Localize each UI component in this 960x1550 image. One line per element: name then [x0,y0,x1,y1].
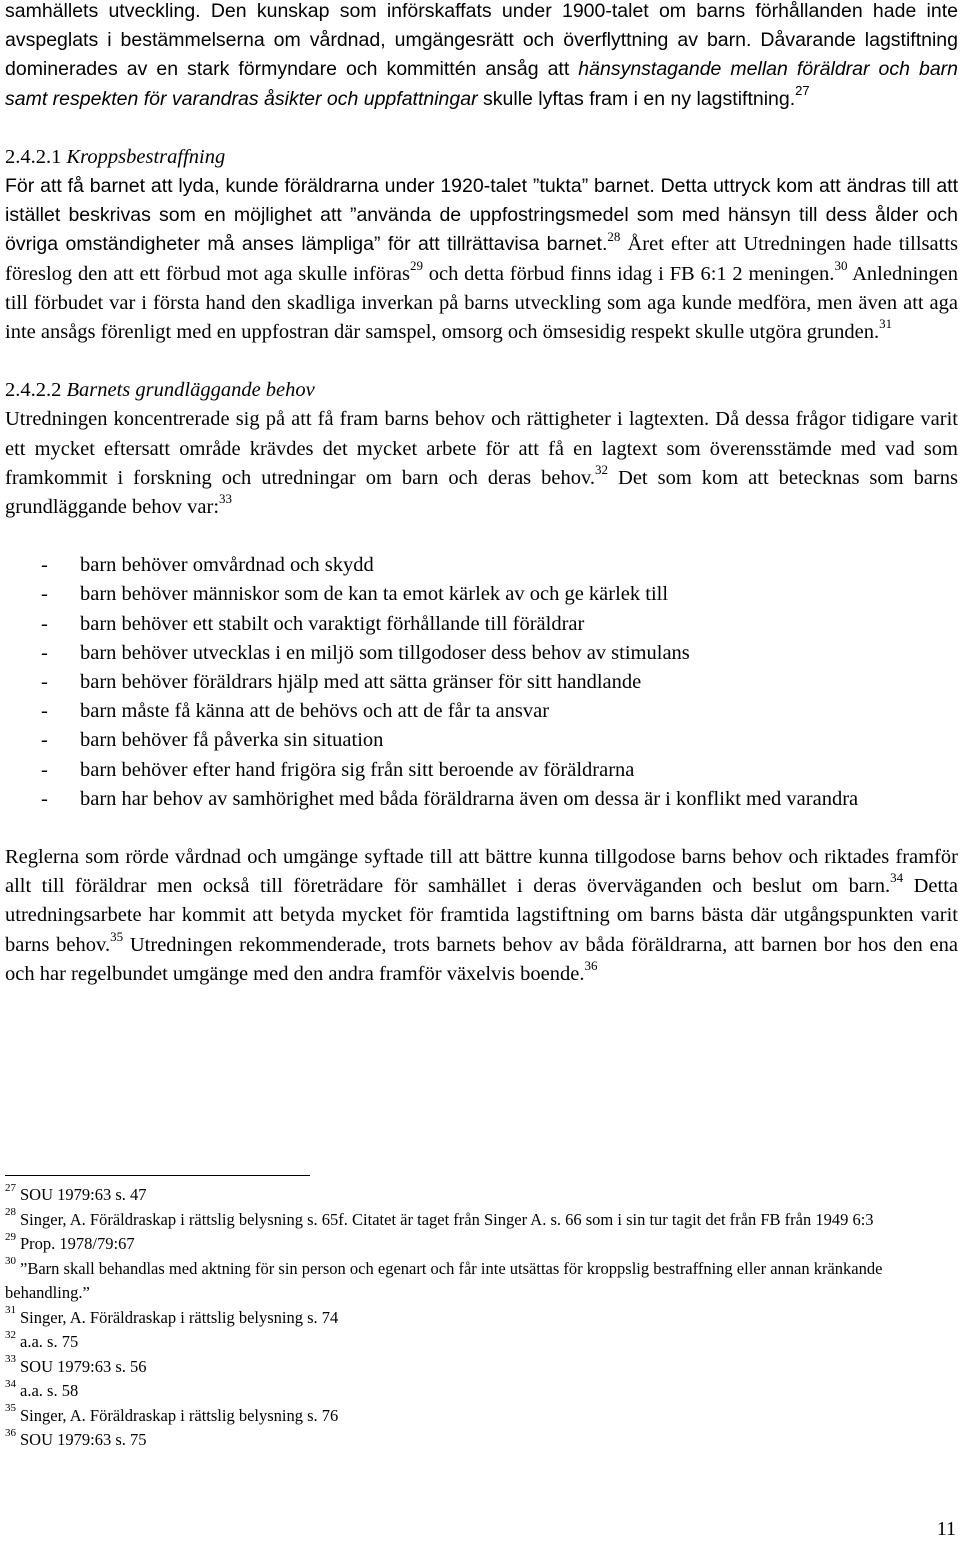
list-item-text: barn behöver efter hand frigöra sig från sitt beroende av föräldrarna [80,758,635,781]
section-heading-kroppsbestraffning [5,143,958,172]
footnote-text: Singer, A. Föräldraskap i rättslig belysning s. 65f. Citatet är taget från Singer A. s. 66 som i sin tur tagit det från FB från 1949 6:3 [20,1209,874,1229]
footnote-number: 27 [5,1181,16,1194]
list-item [5,756,958,785]
paragraph-text: och detta förbud finns idag i FB 6:1 2 meningen. [422,262,835,285]
closing-paragraph [5,843,958,989]
footnote [5,1428,945,1453]
list-item-text: barn måste få känna att de behövs och att de får ta ansvar [80,700,550,723]
footnote-number: 36 [5,1426,16,1439]
footnotes [5,1183,945,1453]
paragraph-text: Utredningen koncentrerade sig på att få fram barns behov och rättigheter i lagtexten. Då dessa frågor tidigare varit ett mycket eftersatt område krävdes det mycket arbete för att få en lagtext som överensstämde med vad som framkommit i forskning och utredningar om barn och deras behov. [5,408,958,489]
list-item [5,580,958,609]
kroppsbestraffning-paragraph [5,172,958,347]
grundlaggande-behov-paragraph [5,405,958,522]
footnote-number: 31 [5,1304,16,1316]
list-dash: - [41,787,48,810]
footnote-text: a.a. s. 58 [20,1381,79,1400]
footnote-number: 33 [5,1353,16,1365]
list-dash: - [41,671,48,694]
footnote-number: 32 [5,1328,16,1341]
list-dash: - [41,641,48,664]
footnote-ref-35: 35 [110,928,124,944]
footnote-number: 29 [5,1230,16,1243]
intro-paragraph [5,0,958,114]
paragraph-text: Detta utredningsarbete har kommit att betyda mycket för framtida lagstiftning om barns bästa där utgångspunkten varit barns behov. [5,875,958,956]
intro-text-a: samhällets utveckling. Den kunskap som införskaffats under 1900-talet om barns förhållanden hade inte avspeglats i bestämmelserna om vårdnad, umgängesrätt och överflyttning av barn. Dåvarande lagstiftning dominerades av en stark förmyndare och kommittén ansåg att [5,0,958,81]
list-item-text: barn behöver utvecklas i en miljö som tillgodoser dess behov av stimulans [80,641,690,664]
footnote [5,1379,945,1404]
page-number: 11 [936,1518,956,1540]
footnote-text: Singer, A. Föräldraskap i rättslig belysning s. 76 [20,1405,339,1425]
list-item-text: barn behöver ett stabilt och varaktigt förhållande till föräldrar [80,612,585,635]
section-number: 2.4.2.2 [5,379,62,402]
footnote-ref-32: 32 [595,462,609,478]
footnote-ref-31: 31 [879,316,893,332]
footnote [5,1183,945,1208]
list-dash: - [41,583,48,606]
footnote-number: 30 [5,1255,16,1267]
footnote-text: SOU 1979:63 s. 75 [20,1430,147,1449]
list-dash: - [41,729,48,752]
document-page [5,0,958,989]
footnote [5,1208,945,1233]
intro-text-b: skulle lyftas fram i en ny lagstiftning. [477,87,796,110]
list-dash: - [41,612,48,635]
footnote-number: 34 [5,1377,16,1390]
list-item [5,726,958,755]
footnote-ref-28: 28 [607,228,621,244]
list-item [5,639,958,668]
section-title: Kroppsbestraffning [66,145,226,168]
footnote-ref-27: 27 [795,83,810,99]
list-item [5,610,958,639]
paragraph-text: Reglerna som rörde vårdnad och umgänge syftade till att bättre kunna tillgodose barns behov och riktades framför allt till föräldrar men också till företrädare för samhället i deras överväganden och beslut om barn. [5,846,958,898]
section-title: Barnets grundläggande behov [66,379,315,402]
footnote [5,1404,945,1429]
paragraph-text: Anledningen till förbudet var i första hand den skadliga inverkan på barns utveckling som aga kunde medföra, men även att aga inte ansågs förenligt med en uppfostran där samspel, omsorg och ömsesidig respekt skulle utgöra grunden. [5,262,958,344]
list-dash: - [41,700,48,723]
footnote-text: SOU 1979:63 s. 56 [20,1356,147,1376]
list-item [5,668,958,697]
list-item-text: barn behöver få påverka sin situation [80,729,384,752]
footnote [5,1355,945,1380]
list-dash: - [41,554,48,577]
section-heading-grundlaggande-behov [5,376,958,405]
paragraph-text: Det som kom att betecknas som barns grundläggande behov var: [5,466,958,519]
footnote-ref-33: 33 [219,491,233,507]
footnote-ref-30: 30 [834,257,848,273]
footnote-text: SOU 1979:63 s. 47 [20,1185,147,1204]
list-item [5,551,958,580]
footnote-ref-29: 29 [409,257,423,273]
paragraph-text: För att få barnet att lyda, kunde föräldrarna under 1920-talet ”tukta” barnet. Detta uttryck kom att ändras till att istället beskrivas som en möjlighet att ”använda de uppfostringsmedel som med hänsyn till dess ålder och övriga omständigheter må anses lämpliga” för att tillrättavisa barnet. [5,175,958,256]
list-item-text: barn har behov av samhörighet med båda föräldrarna även om dessa är i konflikt med varandra [80,787,859,810]
footnote [5,1306,945,1331]
paragraph-text: Året efter att Utredningen hade tillsatts föreslog den att ett förbud mot aga skulle införas [5,233,958,285]
list-item-text: barn behöver föräldrars hjälp med att sätta gränser för sitt handlande [80,671,642,694]
footnote-number: 35 [5,1402,16,1414]
list-dash: - [41,758,48,781]
list-item [5,697,958,726]
list-item-text: barn behöver människor som de kan ta emot kärlek av och ge kärlek till [80,583,669,606]
needs-list [5,551,958,814]
footnote-separator [5,1175,310,1176]
footnote-text: Prop. 1978/79:67 [20,1234,135,1253]
footnote-text: Singer, A. Föräldraskap i rättslig belysning s. 74 [20,1307,339,1327]
paragraph-text: Utredningen rekommenderade, trots barnets behov av båda föräldrarna, att barnen bor hos den ena och har regelbundet umgänge med den andra framför växelvis boende. [5,933,959,985]
list-item [5,785,958,814]
list-item-text: barn behöver omvårdnad och skydd [80,554,374,577]
section-number: 2.4.2.1 [5,145,62,168]
footnote-text: a.a. s. 75 [20,1332,79,1351]
footnote-text: ”Barn skall behandlas med aktning för sin person och egenart och får inte utsättas för kroppslig bestraffning eller annan kränkande behandling.” [5,1258,883,1302]
footnote [5,1257,945,1306]
footnote-ref-36: 36 [584,958,598,974]
footnote-ref-34: 34 [890,870,904,886]
footnote-number: 28 [5,1206,16,1218]
footnote [5,1232,945,1257]
intro-italic-quote: hänsynstagande mellan föräldrar och barn samt respekten för varandras åsikter och uppfattningar [5,58,959,110]
footnote [5,1330,945,1355]
